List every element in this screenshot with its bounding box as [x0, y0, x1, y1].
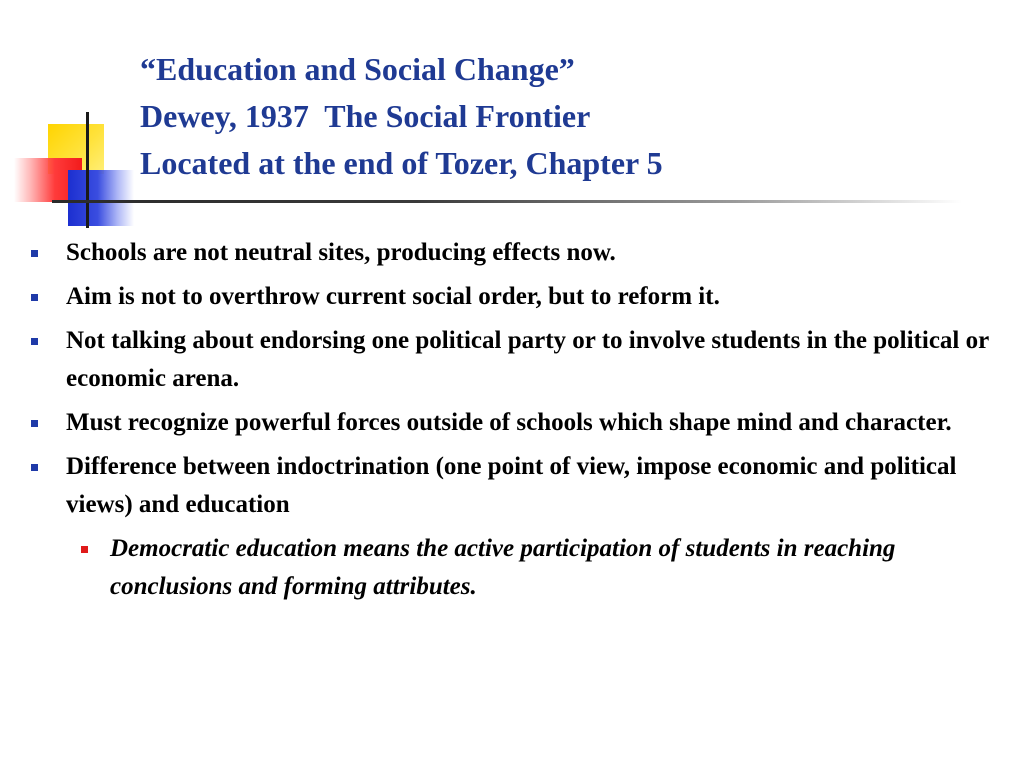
title-line-2: Dewey, 1937 The Social Frontier [140, 98, 591, 134]
bullet-list [0, 234, 1024, 612]
square-bullet-icon [31, 464, 38, 471]
decor-vertical-line [86, 112, 89, 228]
slide-title [140, 46, 1000, 187]
bullet-text: Aim is not to overthrow current social order, but to reform it. [66, 283, 720, 310]
square-sub-bullet-icon [81, 546, 88, 553]
square-bullet-icon [31, 250, 38, 257]
bullet-item [0, 322, 1024, 398]
sub-bullet-text: Democratic education means the active participation of students in reaching conclusions and forming attributes. [110, 535, 896, 600]
decor-blue-square [68, 170, 134, 226]
title-line-3: Located at the end of Tozer, Chapter 5 [140, 145, 663, 181]
square-bullet-icon [31, 294, 38, 301]
bullet-item [0, 448, 1024, 524]
bullet-item [0, 404, 1024, 442]
title-line-1: “Education and Social Change” [140, 51, 575, 87]
square-bullet-icon [31, 420, 38, 427]
bullet-item [0, 234, 1024, 272]
title-divider-line [52, 200, 962, 203]
sub-bullet-item [0, 530, 1024, 606]
bullet-text: Schools are not neutral sites, producing effects now. [66, 239, 616, 266]
square-bullet-icon [31, 338, 38, 345]
bullet-item [0, 278, 1024, 316]
bullet-text: Not talking about endorsing one political party or to involve students in the political or economic arena. [66, 327, 989, 392]
bullet-text: Difference between indoctrination (one point of view, impose economic and political views) and education [66, 453, 957, 518]
bullet-text: Must recognize powerful forces outside of schools which shape mind and character. [66, 409, 952, 436]
